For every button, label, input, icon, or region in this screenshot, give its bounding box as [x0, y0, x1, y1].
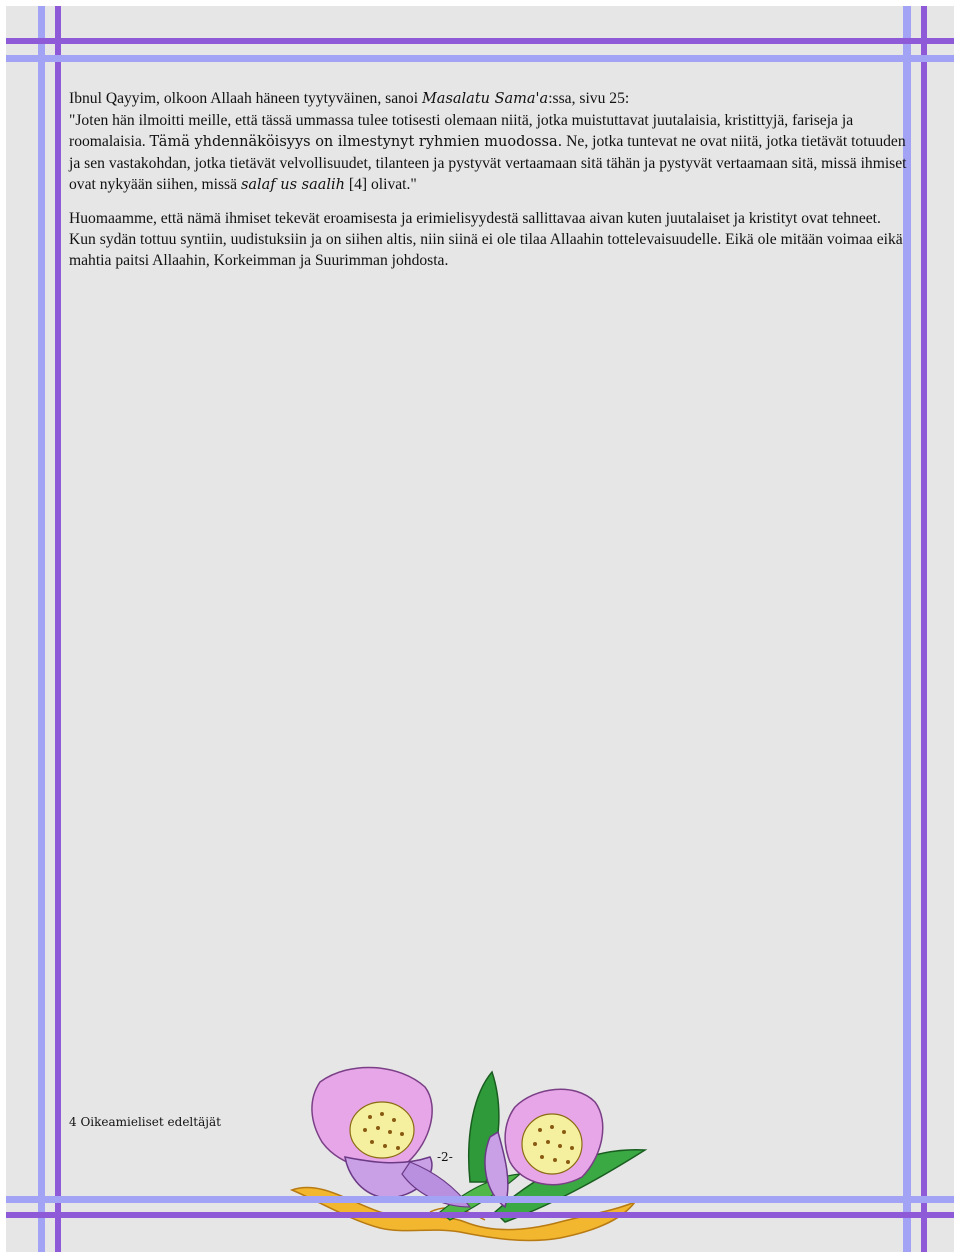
intro-text: Ibnul Qayyim, olkoon Allaah häneen tyytyväinen, sanoi	[69, 90, 422, 107]
border-line-left-light	[38, 6, 45, 1252]
page-content	[69, 88, 911, 283]
footnote: 4 Oikeamieliset edeltäjät	[69, 1115, 221, 1129]
border-line-left-dark	[55, 6, 61, 1252]
quote-end: [4] olivat."	[345, 176, 417, 193]
quote-text-cont: Ne, jotka tuntevat ne ovat niitä, jotka tietävät totuuden ja sen vastakohdan, jotka tietävät velvollisuudet, tilanteen ja pystyvät vertaamaan sitä tähän ja pystyvät vertaamaan sitä, missä ihmiset ovat nykyään siihen, missä	[69, 133, 907, 193]
quote-text-sans: Tämä yhdennäköisyys on ilmestynyt ryhmien muodossa.	[149, 134, 563, 150]
paragraph-commentary: Huomaamme, että nämä ihmiset tekevät eroamisesta ja erimielisyydestä sallittavaa aivan kuten juutalaiset ja kristityt ovat tehneet. Kun sydän tottuu syntiin, uudistuksiin ja on siihen altis, niin siinä ei ole tilaa Allaahin tottelevaisuudelle. Eikä ole mitään voimaa eikä mahtia paitsi Allaahin, Korkeimman ja Suurimman johdosta.	[69, 210, 903, 269]
page-number: -2-	[437, 1150, 453, 1164]
paragraph-quote	[69, 88, 911, 196]
border-line-bottom-light	[6, 1196, 954, 1203]
intro-text-end: :ssa, sivu 25:	[548, 90, 630, 107]
book-title: Masalatu Sama'a	[421, 91, 549, 107]
border-line-bottom-dark	[6, 1212, 954, 1218]
border-line-right-dark	[921, 6, 927, 1252]
border-line-top-light	[6, 55, 954, 62]
salaf-term: salaf us saalih	[240, 177, 346, 193]
quote-text: "Joten hän ilmoitti meille, että tässä ummassa tulee totisesti olemaan niitä, jotka muistuttavat juutalaisia, kristittyjä, fariseja ja roomalaisia.	[69, 112, 854, 150]
border-line-top-dark	[6, 38, 954, 44]
